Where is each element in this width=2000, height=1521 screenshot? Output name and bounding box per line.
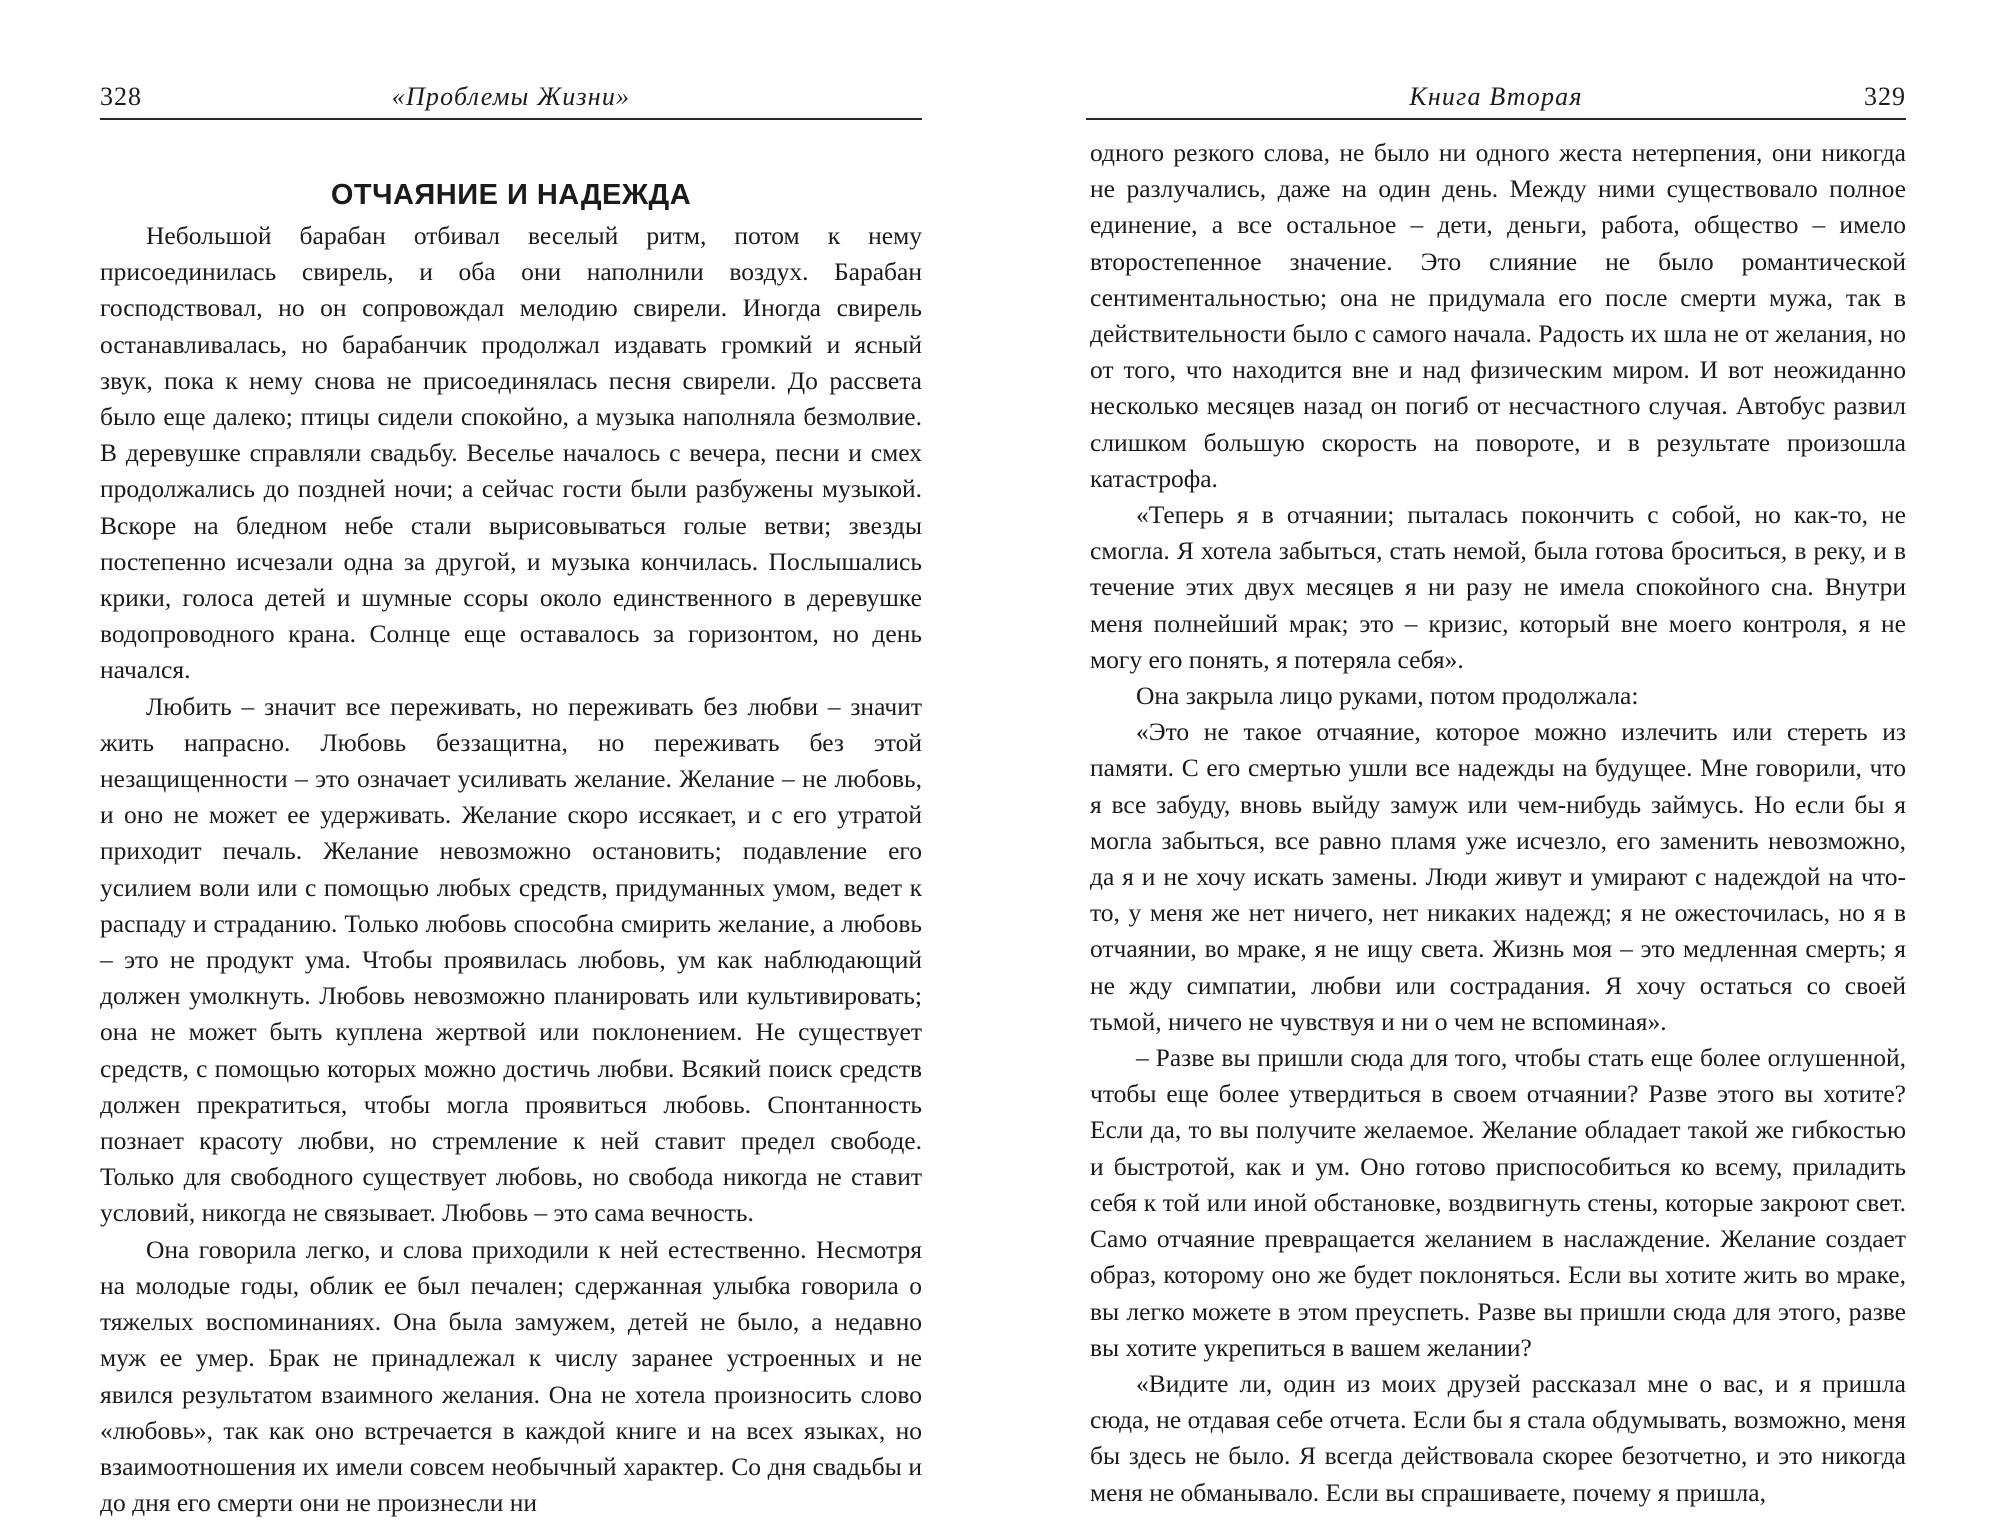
right-running-title: Книга Вторая: [1409, 82, 1583, 111]
left-text-block: [100, 218, 922, 1521]
paragraph: Она закрыла лицо руками, потом продолжала:: [1136, 681, 1639, 711]
paragraph: Небольшой барабан отбивал веселый ритм, потом к нему присоединилась свирель, и оба они наполнили воздух. Барабан господствовал, но он сопровождал мелодию свирели. Иногда свирель останавливалась, но барабанчик продолжал издавать громкий и ясный звук, пока к нему снова не присоединялась песня свирели. До рассвета было еще далеко; птицы сидели спокойно, а музыка наполняла безмолвие. В деревушке справляли свадьбу. Веселье началось с вечера, песни и смех продолжались до поздней ночи; а сейчас гости были разбужены музыкой. Вскоре на бледном небе стали вырисовываться голые ветви; звезды постепенно исчезали одна за другой, и музыка кончилась. Послышались крики, голоса детей и шумные ссоры около единственного в деревушке водопроводного крана. Солнце еще оставалось за горизонтом, но день начался.: [100, 221, 922, 685]
paragraph-continued: одного резкого слова, не было ни одного жеста нетерпения, они никогда не разлучались, даже на один день. Между ними существовало полное единение, а все остальное – дети, деньги, работа, общество – имело второстепенное значение. Это слияние не было романтической сентиментальностью; она не придумала его после смерти мужа, так в действительности было с самого начала. Радость их шла не от желания, но от того, что находится вне и над физическим миром. И вот неожиданно несколько месяцев назад он погиб от несчастного случая. Автобус развил слишком большую скорость на повороте, и в результате произошла катастрофа.: [1090, 138, 1906, 493]
paragraph: Она говорила легко, и слова приходили к ней естественно. Несмотря на молодые годы, облик ее был печален; сдержанная улыбка говорила о тяжелых воспоминаниях. Она была замужем, детей не было, а недавно муж ее умер. Брак не принадлежал к числу заранее устроенных и не явился результатом взаимного желания. Она не хотела произносить слово «любовь», так как оно встречается в каждой книге и на всех языках, но взаимоотношения их имели совсем необычный характер. Со дня свадьбы и до дня его смерти они не произнесли ни: [100, 1234, 922, 1518]
left-page-number: 328: [100, 82, 142, 111]
paragraph: Любить – значит все переживать, но переживать без любви – значит жить напрасно. Любовь беззащитна, но переживать без этой незащищенности – это означает усиливать желание. Желание – не любовь, и оно не может ее удерживать. Желание скоро иссякает, и с его утратой приходит печаль. Желание невозможно остановить; подавление его усилием воли или с помощью любых средств, придуманных умом, ведет к распаду и страданию. Только любовь способна смирить желание, а любовь – это не продукт ума. Чтобы проявилась любовь, ум как наблюдающий должен умолкнуть. Любовь невозможно планировать или культивировать; она не может быть куплена жертвой или поклонением. Не существует средств, с помощью которых можно достичь любви. Всякий поиск средств должен прекратиться, чтобы могла проявиться любовь. Спонтанность познает красоту любви, но стремление к ней ставит предел свободе. Только для свободного существует любовь, но свобода никогда не ставит условий, никогда не связывает. Любовь – это сама вечность.: [100, 691, 922, 1228]
left-running-head: [100, 78, 922, 120]
paragraph: – Разве вы пришли сюда для того, чтобы стать еще более оглушенной, чтобы еще более утвердиться в своем отчаянии? Разве этого вы хотите? Если да, то вы получите желаемое. Желание обладает такой же гибкостью и быстротой, как и ум. Оно готово приспособиться ко всему, приладить себя к той или иной обстановке, воздвигнуть стены, которые закроют свет. Само отчаяние превращается желанием в наслаждение. Желание создает образ, которому оно же будет поклоняться. Если вы хотите жить во мраке, вы легко можете в этом преуспеть. Разве вы пришли сюда для этого, разве вы хотите укрепиться в вашем желании?: [1090, 1043, 1906, 1362]
paragraph: «Это не такое отчаяние, которое можно излечить или стереть из памяти. С его смертью ушли все надежды на будущее. Мне говорили, что я все забуду, вновь выйду замуж или чем-нибудь займусь. Но если бы я могла забыться, все равно пламя уже исчезло, его заменить невозможно, да я и не хочу искать замены. Люди живут и умирают с надеждой на что-то, у меня же нет ничего, нет никаких надежд; я не ожесточилась, но я в отчаянии, во мраке, я не ищу света. Жизнь моя – это медленная смерть; я не жду симпатии, любви или сострадания. Я хочу остаться со своей тьмой, ничего не чувствуя и ни о чем не вспоминая».: [1090, 717, 1906, 1036]
chapter-title: ОТЧАЯНИЕ И НАДЕЖДА: [330, 179, 692, 211]
right-running-head: [1086, 78, 1906, 120]
right-page-number: 329: [1864, 82, 1906, 111]
paragraph: «Видите ли, один из моих друзей рассказал мне о вас, и я пришла сюда, не отдавая себе отчета. Если бы я стала обдумывать, возможно, меня бы здесь не было. Я всегда действовала скорее безотчетно, и это никогда меня не обманывало. Если вы спрашиваете, почему я пришла,: [1090, 1368, 1906, 1507]
right-text-block: [1090, 135, 1906, 1511]
left-page: [0, 0, 1000, 1518]
right-page: [1000, 0, 2000, 1507]
left-running-title: «Проблемы Жизни»: [391, 82, 631, 111]
paragraph: «Теперь я в отчаянии; пыталась покончить с собой, но как-то, не смогла. Я хотела забыться, стать немой, была готова броситься, в реку, и в течение этих двух месяцев я ни разу не имела спокойного сна. Внутри меня полнейший мрак; это – кризис, который вне моего контроля, я не могу его понять, я потеряла себя».: [1090, 500, 1906, 674]
